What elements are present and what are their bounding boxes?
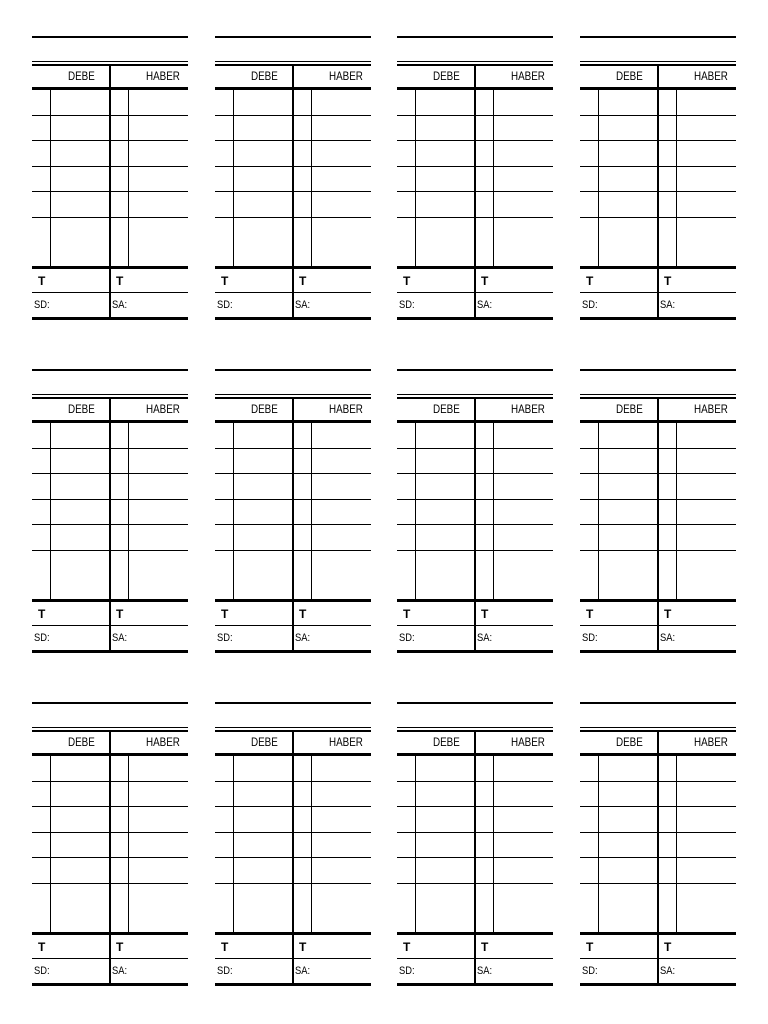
account-8 — [580, 369, 736, 654]
debit-balance-label: SD: — [217, 965, 233, 977]
credit-balance-label: SA: — [295, 632, 311, 644]
credit-balance-label: SA: — [660, 299, 676, 311]
credit-balance-label: SA: — [295, 965, 311, 977]
debe-header: DEBE — [433, 402, 460, 416]
credit-date-divider — [311, 422, 312, 599]
debe-header: DEBE — [251, 402, 278, 416]
header-rule — [397, 61, 553, 62]
haber-header: HABER — [694, 402, 728, 416]
credit-total-label: T — [299, 940, 307, 954]
credit-balance-label: SA: — [477, 965, 493, 977]
debit-total-label: T — [586, 607, 594, 621]
credit-date-divider — [128, 89, 129, 266]
center-divider — [109, 732, 111, 985]
account-2 — [215, 36, 371, 321]
debit-balance-label: SD: — [399, 299, 415, 311]
account-1 — [32, 36, 188, 321]
center-divider — [657, 732, 659, 985]
header-rule — [580, 727, 736, 728]
debit-date-divider — [233, 422, 234, 599]
debit-date-divider — [598, 755, 599, 932]
account-6 — [215, 369, 371, 654]
debit-date-divider — [233, 755, 234, 932]
debit-date-divider — [415, 89, 416, 266]
debit-date-divider — [50, 422, 51, 599]
debe-header: DEBE — [433, 69, 460, 83]
debit-total-label: T — [403, 274, 411, 288]
debit-total-label: T — [403, 940, 411, 954]
debit-balance-label: SD: — [217, 299, 233, 311]
credit-date-divider — [676, 755, 677, 932]
haber-header: HABER — [329, 69, 363, 83]
account-3 — [397, 36, 553, 321]
debit-date-divider — [415, 755, 416, 932]
debit-date-divider — [415, 422, 416, 599]
debit-total-label: T — [586, 940, 594, 954]
debit-total-label: T — [38, 940, 46, 954]
header-rule — [32, 61, 188, 62]
credit-date-divider — [493, 422, 494, 599]
header-rule — [215, 61, 371, 62]
debe-header: DEBE — [616, 402, 643, 416]
debit-balance-label: SD: — [582, 299, 598, 311]
debit-total-label: T — [586, 274, 594, 288]
debit-balance-label: SD: — [399, 965, 415, 977]
credit-balance-label: SA: — [660, 632, 676, 644]
debit-date-divider — [598, 422, 599, 599]
center-divider — [109, 66, 111, 319]
credit-total-label: T — [299, 607, 307, 621]
credit-total-label: T — [299, 274, 307, 288]
header-rule — [215, 727, 371, 728]
credit-balance-label: SA: — [112, 299, 128, 311]
credit-date-divider — [676, 89, 677, 266]
debit-balance-label: SD: — [217, 632, 233, 644]
debe-header: DEBE — [616, 735, 643, 749]
haber-header: HABER — [146, 402, 180, 416]
credit-total-label: T — [664, 607, 672, 621]
debit-total-label: T — [38, 607, 46, 621]
credit-balance-label: SA: — [477, 299, 493, 311]
debit-balance-label: SD: — [34, 632, 50, 644]
header-rule — [397, 394, 553, 395]
credit-date-divider — [311, 755, 312, 932]
credit-total-label: T — [664, 940, 672, 954]
debit-total-label: T — [221, 274, 229, 288]
debe-header: DEBE — [251, 69, 278, 83]
credit-balance-label: SA: — [477, 632, 493, 644]
credit-date-divider — [493, 89, 494, 266]
haber-header: HABER — [146, 69, 180, 83]
account-title-line[interactable] — [397, 702, 553, 704]
account-title-line[interactable] — [397, 36, 553, 38]
account-title-line[interactable] — [397, 369, 553, 371]
account-10 — [215, 702, 371, 987]
account-5 — [32, 369, 188, 654]
debe-header: DEBE — [616, 69, 643, 83]
account-title-line[interactable] — [215, 369, 371, 371]
debe-header: DEBE — [68, 735, 95, 749]
credit-total-label: T — [481, 274, 489, 288]
haber-header: HABER — [146, 735, 180, 749]
debit-total-label: T — [221, 940, 229, 954]
debe-header: DEBE — [251, 735, 278, 749]
credit-balance-label: SA: — [112, 965, 128, 977]
debe-header: DEBE — [68, 69, 95, 83]
header-rule — [32, 727, 188, 728]
account-title-line[interactable] — [32, 702, 188, 704]
haber-header: HABER — [329, 735, 363, 749]
account-7 — [397, 369, 553, 654]
center-divider — [292, 732, 294, 985]
account-4 — [580, 36, 736, 321]
header-rule — [580, 394, 736, 395]
header-rule — [32, 394, 188, 395]
debit-balance-label: SD: — [399, 632, 415, 644]
debit-total-label: T — [221, 607, 229, 621]
account-title-line[interactable] — [580, 369, 736, 371]
debit-total-label: T — [403, 607, 411, 621]
credit-date-divider — [128, 755, 129, 932]
account-11 — [397, 702, 553, 987]
debit-date-divider — [50, 89, 51, 266]
center-divider — [474, 66, 476, 319]
debit-total-label: T — [38, 274, 46, 288]
credit-date-divider — [128, 422, 129, 599]
account-title-line[interactable] — [32, 369, 188, 371]
credit-date-divider — [676, 422, 677, 599]
debe-header: DEBE — [433, 735, 460, 749]
center-divider — [657, 66, 659, 319]
haber-header: HABER — [511, 402, 545, 416]
haber-header: HABER — [511, 69, 545, 83]
account-title-line[interactable] — [215, 36, 371, 38]
debit-balance-label: SD: — [34, 965, 50, 977]
haber-header: HABER — [329, 402, 363, 416]
credit-total-label: T — [116, 607, 124, 621]
credit-total-label: T — [116, 274, 124, 288]
debit-date-divider — [233, 89, 234, 266]
account-title-line[interactable] — [215, 702, 371, 704]
account-12 — [580, 702, 736, 987]
credit-balance-label: SA: — [660, 965, 676, 977]
center-divider — [109, 399, 111, 652]
account-title-line[interactable] — [580, 702, 736, 704]
center-divider — [474, 399, 476, 652]
haber-header: HABER — [694, 735, 728, 749]
account-title-line[interactable] — [32, 36, 188, 38]
debit-balance-label: SD: — [582, 965, 598, 977]
credit-total-label: T — [481, 607, 489, 621]
header-rule — [215, 394, 371, 395]
center-divider — [474, 732, 476, 985]
haber-header: HABER — [511, 735, 545, 749]
center-divider — [657, 399, 659, 652]
header-rule — [397, 727, 553, 728]
credit-total-label: T — [116, 940, 124, 954]
haber-header: HABER — [694, 69, 728, 83]
account-9 — [32, 702, 188, 987]
credit-balance-label: SA: — [112, 632, 128, 644]
debit-date-divider — [598, 89, 599, 266]
credit-total-label: T — [481, 940, 489, 954]
header-rule — [580, 61, 736, 62]
credit-total-label: T — [664, 274, 672, 288]
credit-balance-label: SA: — [295, 299, 311, 311]
center-divider — [292, 399, 294, 652]
debit-date-divider — [50, 755, 51, 932]
center-divider — [292, 66, 294, 319]
debit-balance-label: SD: — [582, 632, 598, 644]
debe-header: DEBE — [68, 402, 95, 416]
account-title-line[interactable] — [580, 36, 736, 38]
debit-balance-label: SD: — [34, 299, 50, 311]
credit-date-divider — [311, 89, 312, 266]
credit-date-divider — [493, 755, 494, 932]
